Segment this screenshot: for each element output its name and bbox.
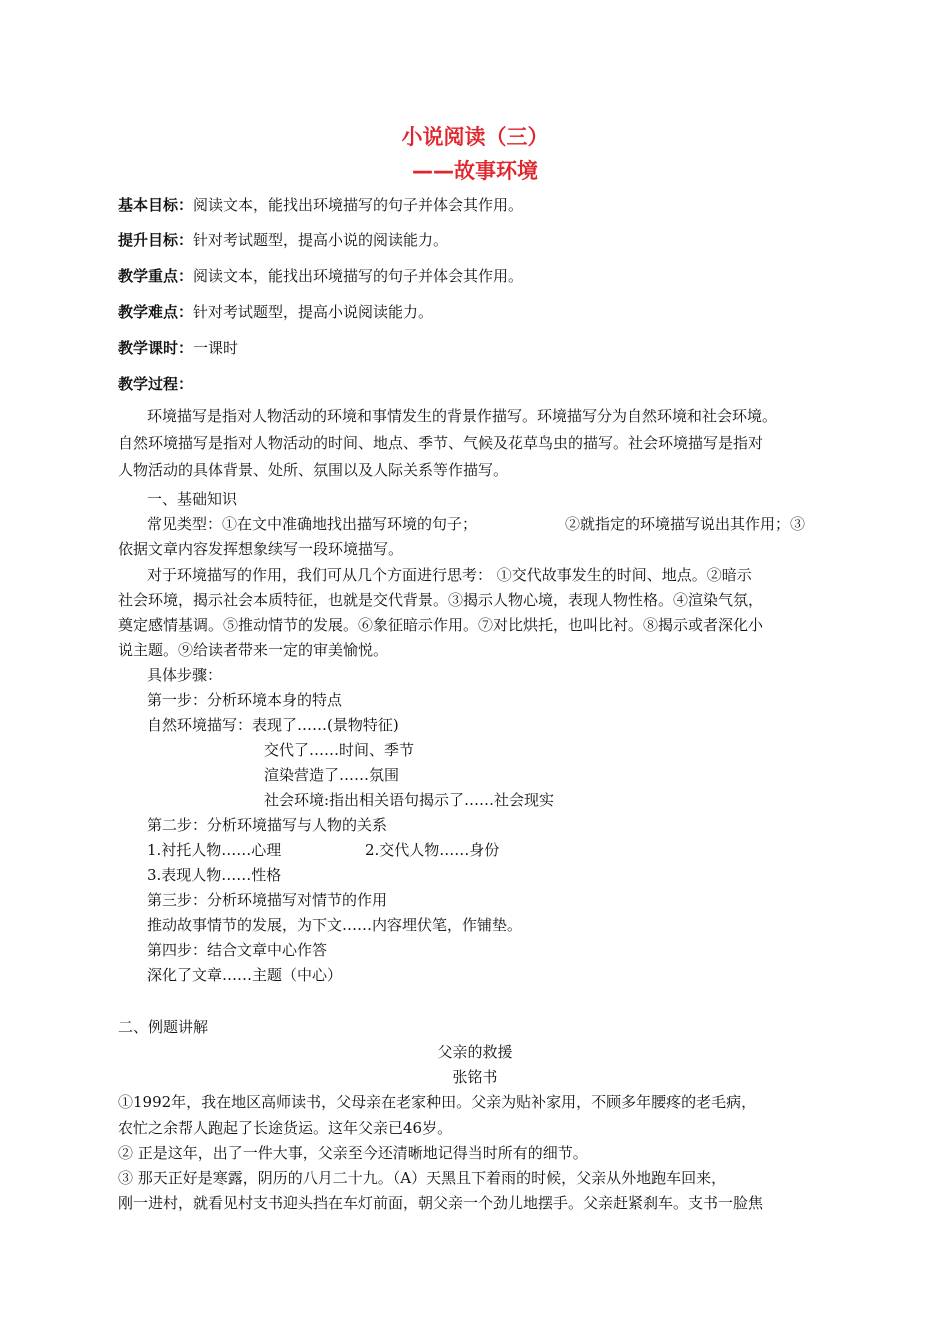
step-1-natural-mood: 渲染营造了……氛围 <box>264 766 400 784</box>
meta-class-hours <box>118 337 238 359</box>
meta-label: 提升目标： <box>118 231 194 249</box>
meta-difficulty <box>118 301 433 323</box>
step-2-item: 3.表现人物……性格 <box>147 866 282 884</box>
step-4-text: 深化了文章……主题（中心） <box>147 966 343 984</box>
step-2-item: 2.交代人物……身份 <box>365 841 500 859</box>
story-paragraph-line: 刚一进村，就看见村支书迎头挡在车灯前面，朝父亲一个劲儿地摆手。父亲赶紧刹车。支书一脸焦 <box>118 1194 764 1212</box>
document-subtitle: ——故事环境 <box>412 159 538 183</box>
intro-line: 自然环境描写是指对人物活动的时间、地点、季节、气候及花草鸟虫的描写。社会环境描写是指对 <box>118 434 764 452</box>
meta-key-point <box>118 265 523 287</box>
story-author: 张铭书 <box>452 1068 498 1086</box>
intro-line: 人物活动的具体背景、处所、氛围以及人际关系等作描写。 <box>118 461 509 479</box>
types-line: 依据文章内容发挥想象续写一段环境描写。 <box>118 540 404 558</box>
step-3-text: 推动故事情节的发展，为下文……内容埋伏笔，作铺垫。 <box>147 916 523 934</box>
step-2-item: 1.衬托人物……心理 <box>147 841 282 859</box>
meta-process <box>118 373 193 395</box>
meta-text: 阅读文本，能找出环境描写的句子并体会其作用。 <box>193 267 524 285</box>
meta-text: 针对考试题型，提高小说阅读能力。 <box>193 303 434 321</box>
story-paragraph-line: 农忙之余帮人跑起了长途货运。这年父亲已46岁。 <box>118 1119 453 1137</box>
step-1: 第一步：分析环境本身的特点 <box>147 691 343 709</box>
meta-label: 教学难点： <box>118 303 194 321</box>
meta-label: 基本目标： <box>118 196 194 214</box>
section-basic-knowledge: 一、基础知识 <box>147 490 238 508</box>
step-1-natural-time: 交代了……时间、季节 <box>264 741 415 759</box>
story-paragraph-line: ② 正是这年，出了一件大事，父亲至今还清晰地记得当时所有的细节。 <box>118 1144 588 1162</box>
effects-line: 奠定感情基调。⑤推动情节的发展。⑥象征暗示作用。⑦对比烘托，也叫比衬。⑧揭示或者深化小 <box>118 616 764 634</box>
meta-label: 教学课时： <box>118 339 194 357</box>
step-4: 第四步：结合文章中心作答 <box>147 941 328 959</box>
meta-text: 针对考试题型，提高小说的阅读能力。 <box>193 231 449 249</box>
section-examples: 二、例题讲解 <box>118 1018 209 1036</box>
meta-text: 一课时 <box>193 339 239 357</box>
effects-line: 说主题。⑨给读者带来一定的审美愉悦。 <box>118 641 389 659</box>
effects-line: 对于环境描写的作用，我们可从几个方面进行思考： ①交代故事发生的时间、地点。②暗示 <box>147 566 752 584</box>
meta-label: 教学过程： <box>118 375 194 393</box>
step-1-social: 社会环境:指出相关语句揭示了……社会现实 <box>264 791 555 809</box>
types-line: 常见类型：①在文中准确地找出描写环境的句子； <box>147 515 478 533</box>
story-title: 父亲的救援 <box>437 1043 513 1061</box>
story-paragraph-line: ③ 那天正好是寒露，阴历的八月二十九。（A）天黑且下着雨的时候，父亲从外地跑车回来， <box>118 1169 727 1187</box>
meta-basic-goal <box>118 194 523 216</box>
meta-advanced-goal <box>118 229 448 251</box>
step-1-natural: 自然环境描写：表现了……(景物特征) <box>147 716 399 734</box>
step-3: 第三步：分析环境描写对情节的作用 <box>147 891 388 909</box>
steps-intro: 具体步骤： <box>147 666 223 684</box>
effects-line: 社会环境，揭示社会本质特征，也就是交代背景。③揭示人物心境，表现人物性格。④渲染气氛， <box>118 591 764 609</box>
meta-text: 阅读文本，能找出环境描写的句子并体会其作用。 <box>193 196 524 214</box>
types-line-cont: ②就指定的环境描写说出其作用；③ <box>565 515 806 533</box>
story-paragraph-line: ①1992年，我在地区高师读书，父母亲在老家种田。父亲为贴补家用，不顾多年腰疼的老毛病， <box>118 1093 757 1111</box>
document-title: 小说阅读（三） <box>401 125 549 149</box>
meta-label: 教学重点： <box>118 267 194 285</box>
intro-line: 环境描写是指对人物活动的环境和事情发生的背景作描写。环境描写分为自然环境和社会环境。 <box>147 407 778 425</box>
step-2: 第二步：分析环境描写与人物的关系 <box>147 816 388 834</box>
